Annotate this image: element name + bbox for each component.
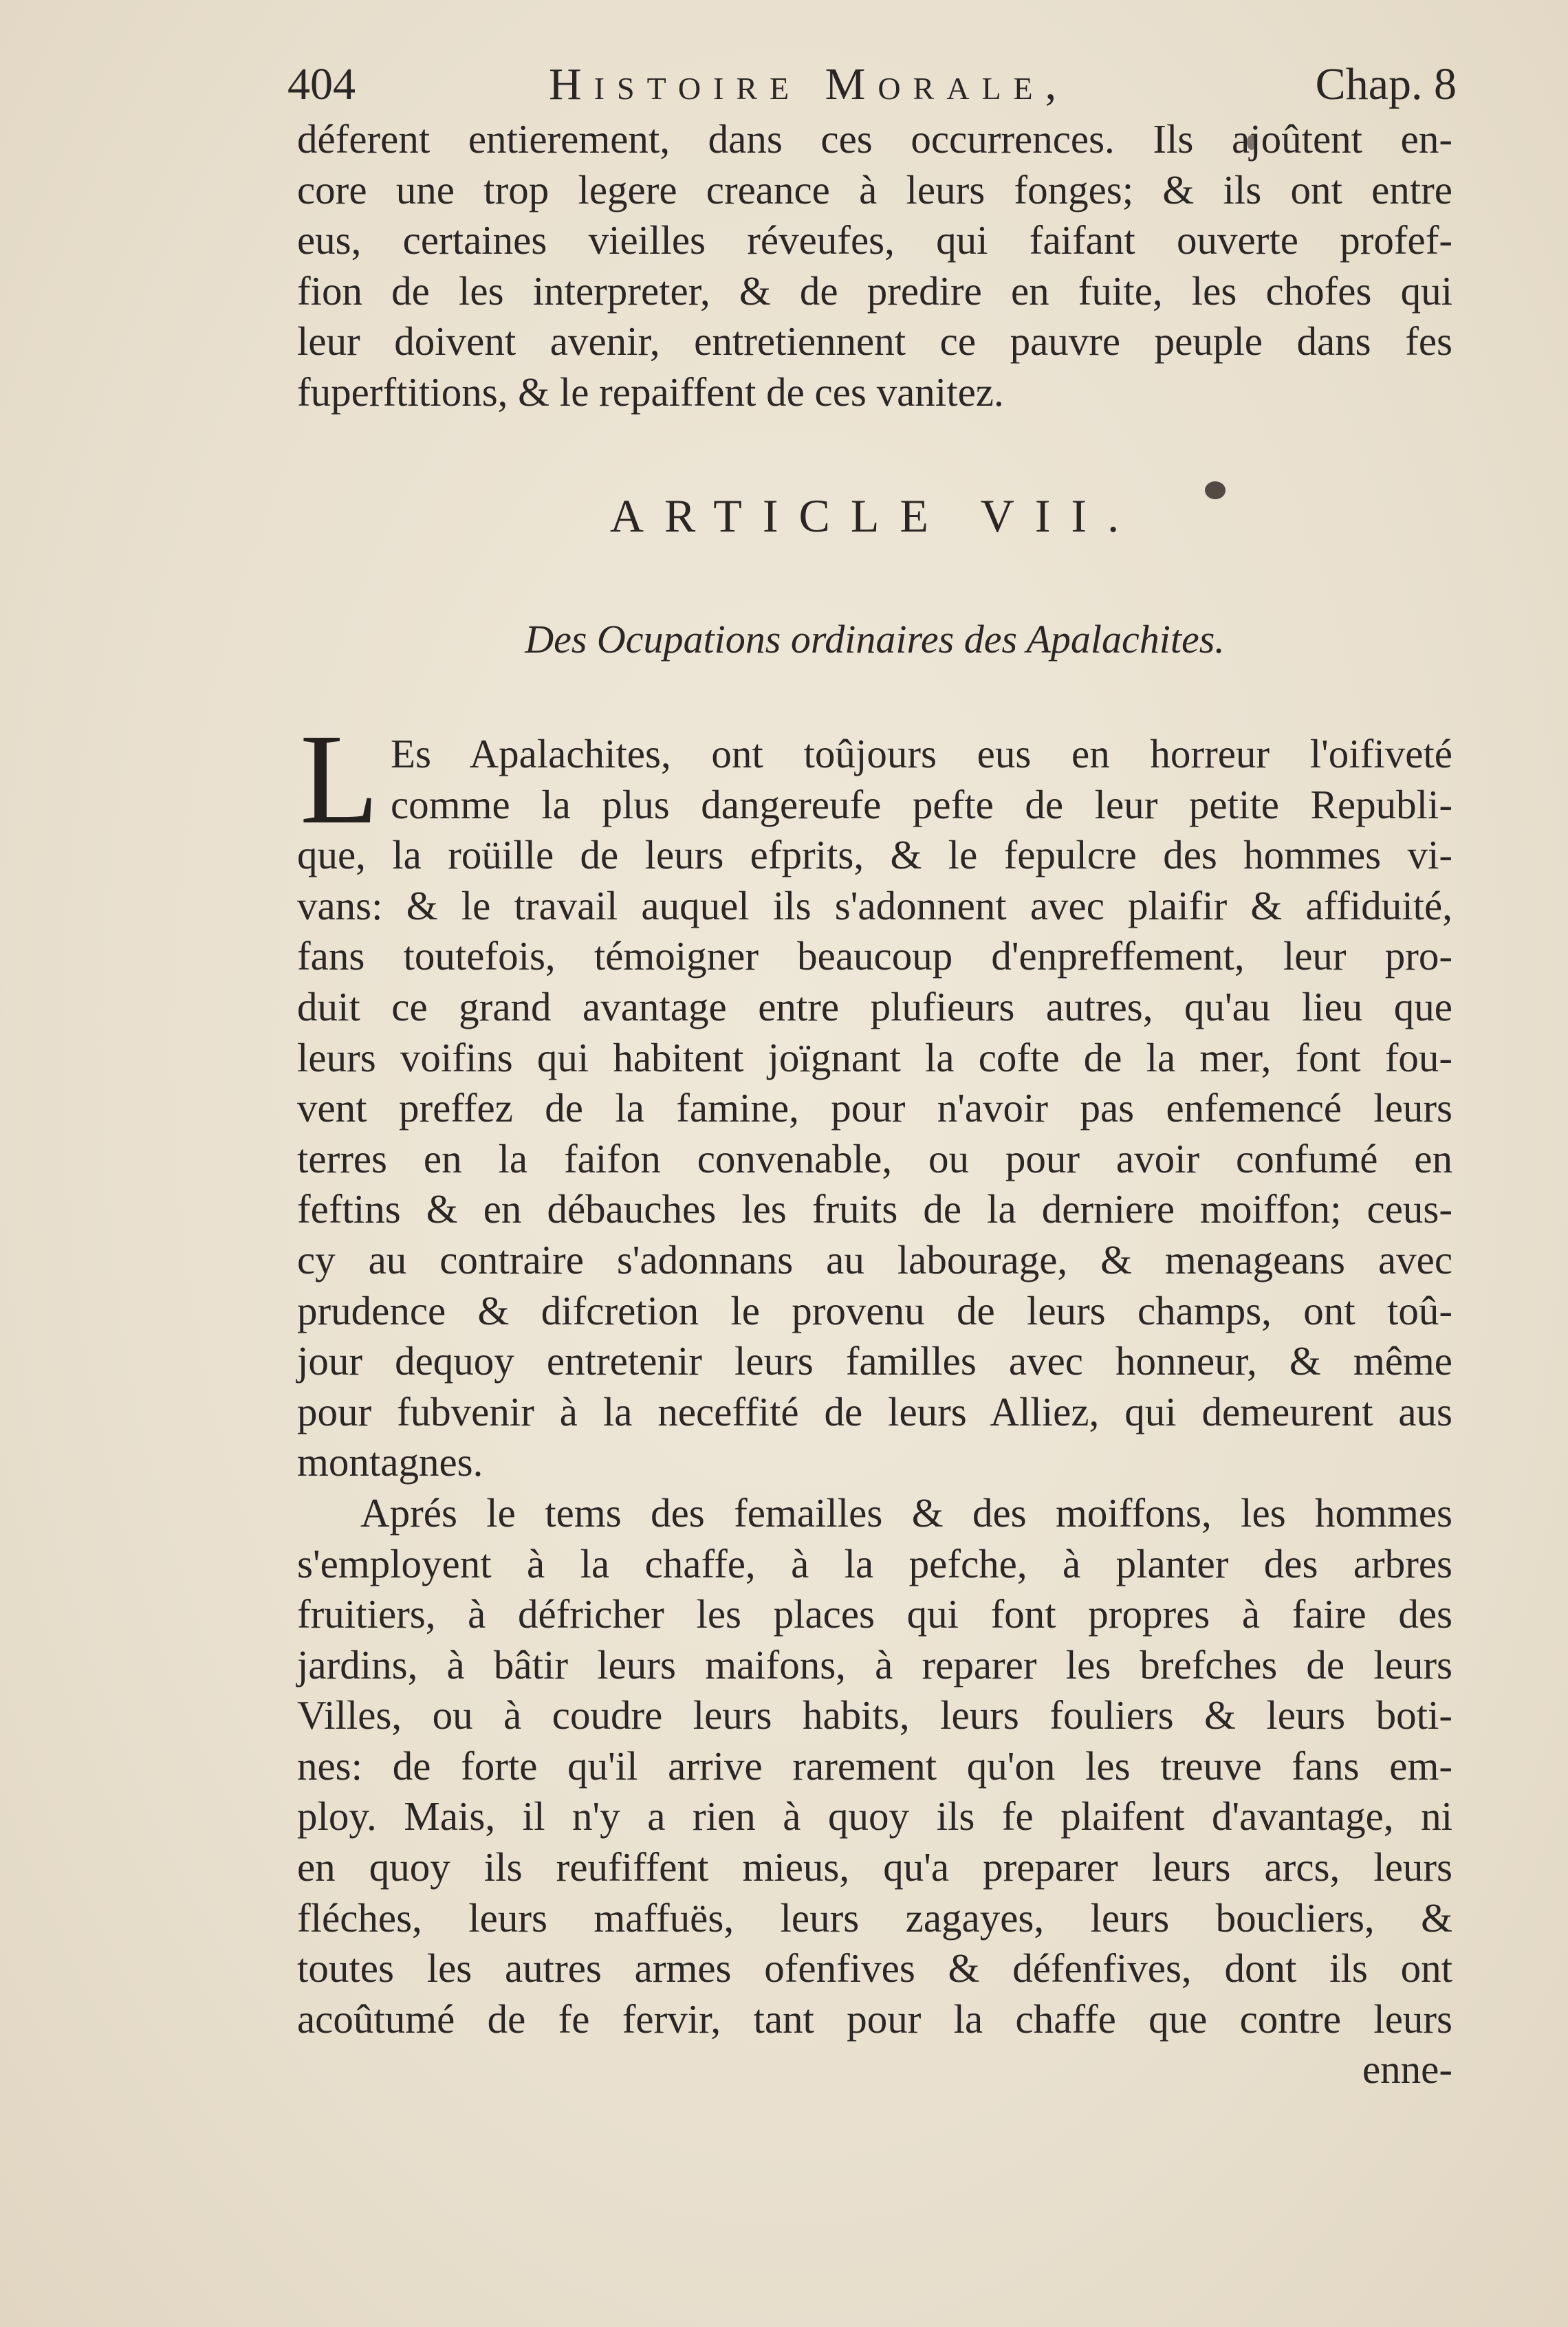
text-line: fuperftitions, & le repaiffent de ces vanitez. xyxy=(297,369,1004,415)
text-line: comme la plus dangereufe pefte de leur petite Republi- xyxy=(391,781,1452,827)
top-paragraph xyxy=(297,114,1452,418)
text-line: Villes, ou à coudre leurs habits, leurs fouliers & leurs boti- xyxy=(297,1692,1452,1738)
text-line: en quoy ils reufiffent mieus, qu'a preparer leurs arcs, leurs xyxy=(297,1844,1452,1890)
text-line: fion de les interpreter, & de predire en fuite, les chofes qui xyxy=(297,267,1452,314)
text-line: nes: de forte qu'il arrive rarement qu'on les treuve fans em- xyxy=(297,1742,1452,1789)
text-line: fans toutefois, témoigner beaucoup d'enpreffement, leur pro- xyxy=(297,933,1452,979)
text-line: pour fubvenir à la neceffité de leurs Alliez, qui demeurent aus xyxy=(297,1388,1452,1434)
running-header xyxy=(287,54,1457,116)
text-line: fléches, leurs maffuës, leurs zagayes, leurs boucliers, & xyxy=(297,1894,1452,1941)
text-line: s'employent à la chaffe, à la pefche, à planter des arbres xyxy=(297,1540,1452,1586)
body-text xyxy=(297,707,1452,2095)
text-line: toutes les autres armes ofenfives & défenfives, dont ils ont xyxy=(297,1945,1452,1991)
text-line: leurs voifins qui habitent joïgnant la cofte de la mer, font fou- xyxy=(297,1034,1452,1080)
text-line: acoûtumé de fe fervir, tant pour la chaffe que contre leurs xyxy=(297,1996,1452,2042)
text-line: cy au contraire s'adonnans au labourage, & menageans avec xyxy=(297,1236,1452,1282)
article-subtitle: Des Ocupations ordinaires des Apalachites. xyxy=(525,617,1225,662)
text-line: Aprés le tems des femailles & des moiffons, les hommes xyxy=(360,1489,1452,1536)
text-line: jardins, à bâtir leurs maifons, à reparer les brefches de leurs xyxy=(297,1641,1452,1687)
text-line: Es Apalachites, ont toûjours eus en horreur l'oifiveté xyxy=(391,731,1452,776)
text-line: duit ce grand avantage entre plufieurs autres, qu'au lieu que xyxy=(297,983,1452,1029)
text-line: que, la roüille de leurs efprits, & le fepulcre des hommes vi- xyxy=(297,832,1452,878)
drop-cap: L xyxy=(300,707,379,851)
text-line: jour dequoy entretenir leurs familles avec honneur, & même xyxy=(297,1338,1452,1384)
page-number: 404 xyxy=(287,59,356,109)
text-line: terres en la faifon convenable, ou pour avoir confumé en xyxy=(297,1135,1452,1181)
running-title: Histoire Morale, xyxy=(549,59,1069,109)
text-line: feftins & en débauches les fruits de la derniere moiffon; ceus- xyxy=(297,1186,1452,1232)
chapter-label: Chap. 8 xyxy=(1315,59,1457,109)
article-heading: ARTICLE VII. xyxy=(609,490,1140,542)
catchword: enne- xyxy=(1362,2046,1452,2093)
text-line: vent preffez de la famine, pour n'avoir pas enfemencé leurs xyxy=(297,1085,1452,1131)
text-line: leur doivent avenir, entretiennent ce pauvre peuple dans fes xyxy=(297,318,1452,364)
text-line: prudence & difcretion le provenu de leurs champs, ont toû- xyxy=(297,1287,1452,1333)
text-line: core une trop legere creance à leurs fonges; & ils ont entre xyxy=(297,166,1452,212)
text-line: eus, certaines vieilles réveufes, qui faifant ouverte profef- xyxy=(297,217,1452,263)
text-line: vans: & le travail auquel ils s'adonnent avec plaifir & affiduité, xyxy=(297,882,1452,928)
text-line: déferent entierement, dans ces occurrences. Ils ajoûtent en- xyxy=(297,116,1452,162)
text-line: fruitiers, à défricher les places qui font propres à faire des xyxy=(297,1591,1452,1637)
text-line: ploy. Mais, il n'y a rien à quoy ils fe plaifent d'avantage, ni xyxy=(297,1793,1452,1839)
text-line: montagnes. xyxy=(297,1439,483,1485)
